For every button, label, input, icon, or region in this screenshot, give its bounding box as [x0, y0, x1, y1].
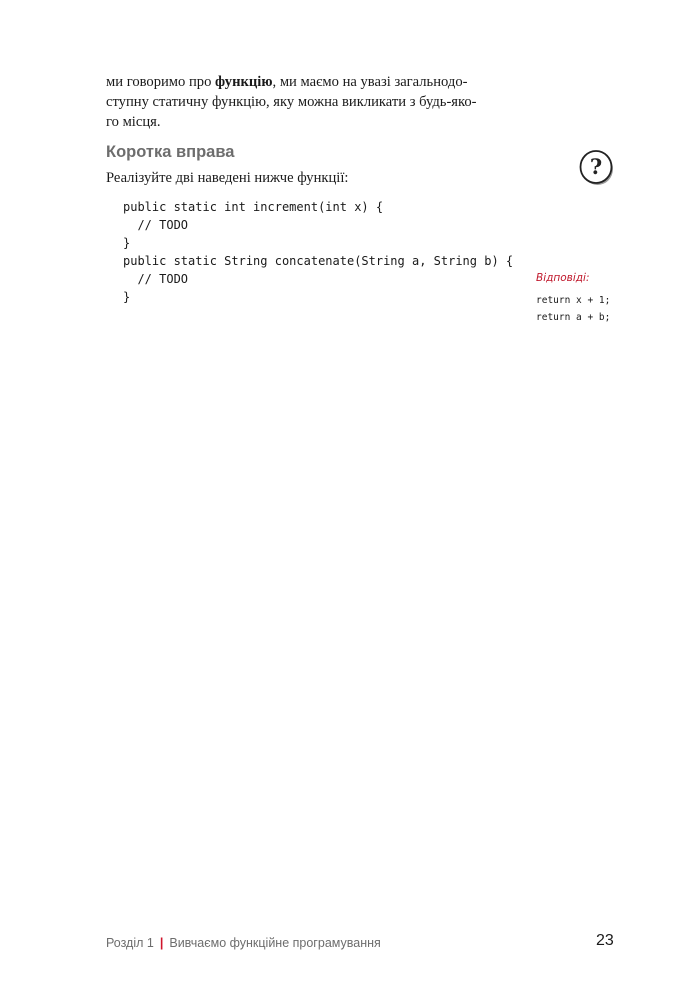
bold-term: функцію	[215, 74, 273, 90]
answers-label: Відповіді:	[536, 272, 590, 284]
code-line: public static String concatenate(String a, String b) {	[123, 254, 514, 268]
code-line: }	[123, 236, 131, 250]
answers-code	[536, 292, 610, 326]
page-footer	[106, 936, 381, 950]
exercise-task: Реалізуйте дві наведені нижче функції:	[106, 170, 349, 186]
answer-line: return a + b;	[536, 312, 611, 323]
paragraph-line-3: го місця.	[106, 114, 161, 130]
answer-line: return x + 1;	[536, 295, 611, 306]
body-paragraph	[106, 72, 516, 132]
exercise-heading: Коротка вправа	[106, 143, 235, 161]
svg-text:?: ?	[589, 154, 603, 179]
code-line: // TODO	[123, 218, 189, 232]
code-line: // TODO	[123, 272, 189, 286]
page-number: 23	[596, 932, 614, 949]
footer-separator: |	[159, 936, 164, 950]
code-line: public static int increment(int x) {	[123, 200, 384, 214]
paragraph-line-2: ступну статичну функцію, яку можна викликати з будь-яко-	[106, 94, 477, 110]
paragraph-line-1: ми говоримо про функцію, ми маємо на увазі загальнодо-	[106, 74, 468, 90]
footer-title: Вивчаємо функційне програмування	[169, 936, 381, 950]
code-block	[123, 198, 513, 306]
code-line: }	[123, 290, 131, 304]
footer-chapter: Розділ 1	[106, 936, 154, 950]
question-mark-icon	[579, 149, 615, 187]
